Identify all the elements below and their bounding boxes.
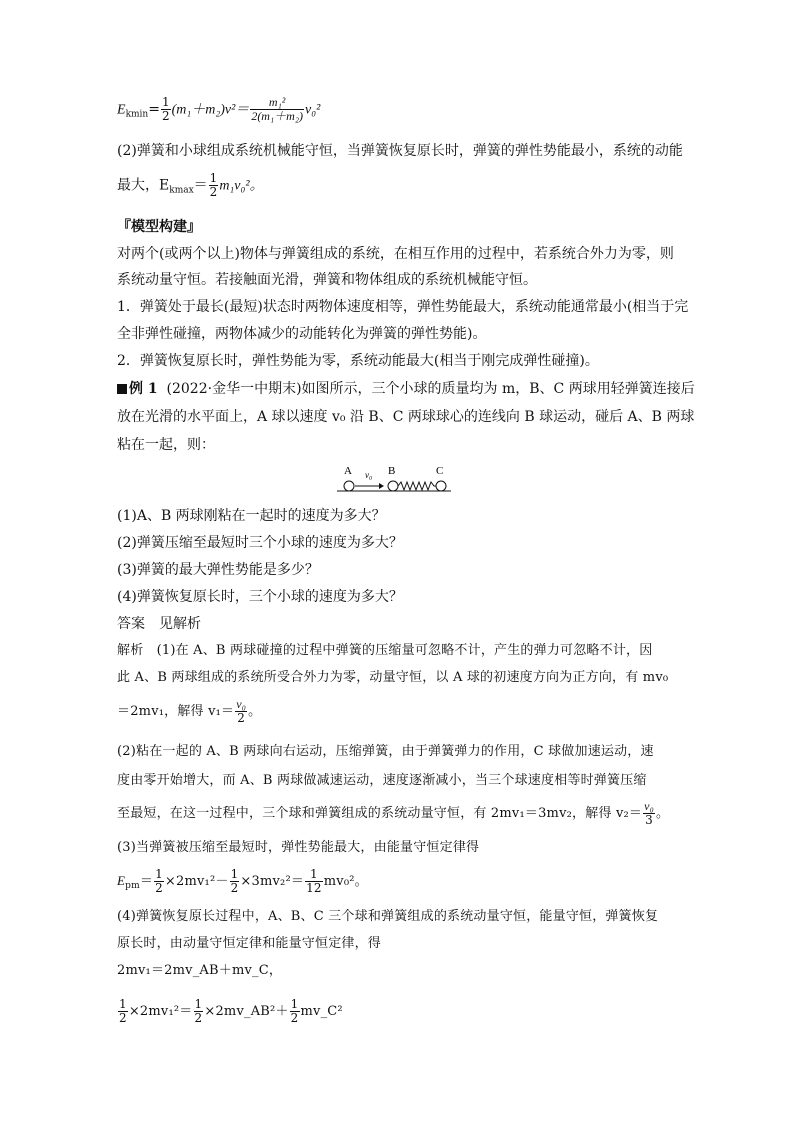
text: ×2mv₁²－ [164,874,229,889]
text: 最大，E [117,177,170,194]
paragraph-2-line1: (2)弹簧和小球组成系统机械能守恒，当弹簧恢复原长时，弹簧的弹性势能最小，系统的动能 [117,143,683,159]
example-line3: 粘在一起，则： [117,437,215,453]
arrow-head-icon [379,483,384,489]
solution-4-equation-1: 2mv₁＝2mv_AB＋mv_C， [117,963,283,978]
solution-4-equation-2 [117,998,343,1025]
epm-symbol: E [117,873,126,888]
frac-num: 1 [155,867,163,881]
fraction-one-half [209,172,219,199]
equals-sign: = [148,101,160,118]
equals-sign: ＝ [193,177,208,194]
fraction-one-half [161,96,171,123]
label-a: A [344,465,352,477]
ekmax-tail: m₁v₀²。 [219,178,264,194]
frac-den: 3 [645,813,654,827]
frac-den: 2(m₁＋m₂) [251,109,303,123]
spring-icon [398,482,436,490]
text: ×3mv₂²＝ [240,874,305,889]
text: 。 [656,806,670,821]
model-p1-line1: 对两个(或两个以上)物体与弹簧组成的系统，在相互作用的过程中，若系统合外力为零，则 [117,246,674,262]
label-b: B [388,465,396,477]
paragraph-2-line2 [117,172,264,199]
frac-num: 1 [290,997,299,1011]
solution-1-line3 [117,698,261,725]
solution-4-line1: (4)弹簧恢复原长过程中，A、B、C 三个球和弹簧组成的系统动量守恒，能量守恒，弹簧恢复 [117,909,659,924]
frac-den: 2 [209,185,218,199]
question-3: (3)弹簧的最大弹性势能是多少？ [117,562,319,578]
frac-den: 12 [306,881,322,895]
fraction-mass-ratio [250,96,304,123]
example-tag: 例 1 [129,381,158,397]
frac-num: 1 [209,171,218,185]
example-line1 [117,381,695,397]
frac-num: v₀ [236,697,247,711]
example-text: (2022·金华一中期末)如图所示，三个小球的质量均为 m，B、C 两球用轻弹簧连接后 [166,381,695,397]
ball-c [436,481,446,491]
ball-b [388,481,398,491]
solution-3-line1: (3)当弹簧被压缩至最短时，弹性势能最大，由能量守恒定律得 [117,840,480,855]
balls-spring-figure [335,460,455,495]
text: ×2mv₁²＝ [128,1004,193,1019]
fraction [230,868,240,895]
solution-3-equation [117,868,368,895]
text: 至最短，在这一过程中，三个球和弹簧组成的系统动量守恒，有 2mv₁＝3mv₂，解得 v₂＝ [117,806,643,821]
ball-a [344,481,354,491]
question-4: (4)弹簧恢复原长时，三个小球的速度为多大？ [117,589,403,605]
answer-line: 答案 见解析 [117,616,201,632]
fraction [305,868,323,895]
question-2: (2)弹簧压缩至最短时三个小球的速度为多大？ [117,535,403,551]
frac-num: 1 [194,997,203,1011]
frac-num: 1 [161,95,170,109]
frac-den: 2 [161,109,170,123]
fraction [154,868,164,895]
frac-num: m₁² [250,96,304,110]
text: ＝2mv₁，解得 v₁＝ [117,704,235,719]
model-heading: 『模型构建』 [117,219,201,235]
frac-den: 2 [237,711,246,725]
ekmin-mid: (m₁＋m₂)v²＝ [171,102,250,118]
solution-2-line1: (2)粘在一起的 A、B 两球向右运动，压缩弹簧，由于弹簧弹力的作用，C 球做加速运动，速 [117,744,654,759]
label-v0: v₀ [365,470,373,480]
ekmin-symbol: E [117,102,126,118]
frac-num: 1 [119,997,127,1011]
model-p2-line2: 全非弹性碰撞，两物体减少的动能转化为弹簧的弹性势能)。 [117,326,487,342]
example-marker-icon [117,384,127,394]
text: mv_C² [300,1004,343,1019]
text: 。 [248,704,262,719]
fraction [290,998,300,1025]
fraction [194,998,204,1025]
fraction-v0-over-3 [643,800,655,827]
solution-1-line1: 解析 (1)在 A、B 两球碰撞的过程中弹簧的压缩量可忽略不计，产生的弹力可忽略不计，因 [117,643,653,658]
text: ＝ [139,874,154,889]
model-p3: 2．弹簧恢复原长时，弹性势能为零，系统动能最大(相当于刚完成弹性碰撞)。 [117,353,599,369]
frac-num: 1 [230,867,239,881]
solution-2-line2: 度由零开始增大，而 A、B 两球做减速运动，速度逐渐减小，当三个球速度相等时弹簧压缩 [117,773,647,788]
frac-num: v₀ [644,799,655,813]
frac-den: 2 [119,1011,127,1025]
frac-den: 2 [290,1011,299,1025]
ekmax-subscript: kmax [169,185,194,196]
question-1: (1)A、B 两球刚粘在一起时的速度为多大？ [117,508,386,524]
frac-num: 1 [305,868,323,882]
epm-subscript: pm [125,881,140,891]
solution-2-line3 [117,800,669,827]
text: mv₀²。 [323,874,368,889]
label-c: C [436,465,444,477]
solution-4-line2: 原长时，由动量守恒定律和能量守恒定律，得 [117,936,382,951]
fraction-v0-over-2 [235,698,247,725]
fraction [118,998,128,1025]
frac-den: 2 [194,1011,203,1025]
model-p2-line1: 1．弹簧处于最长(最短)状态时两物体速度相等，弹性势能最大，系统动能通常最小(相当于完 [117,299,689,315]
ekmin-subscript: kmin [125,109,149,120]
frac-den: 2 [155,881,163,895]
ekmin-equation [117,96,320,123]
solution-1-line2: 此 A、B 两球组成的系统所受合外力为零，动量守恒，以 A 球的初速度方向为正方向，有 mv₀ [117,670,669,685]
text: ×2mv_AB²＋ [204,1004,289,1019]
example-line2: 放在光滑的水平面上，A 球以速度 v₀ 沿 B、C 两球球心的连线向 B 球运动，碰后 A、B 两球 [117,409,695,425]
model-p1-line2: 系统动量守恒。若接触面光滑，弹簧和物体组成的系统机械能守恒。 [117,272,537,288]
ekmin-tail: v₀² [304,102,321,118]
frac-den: 2 [230,881,239,895]
